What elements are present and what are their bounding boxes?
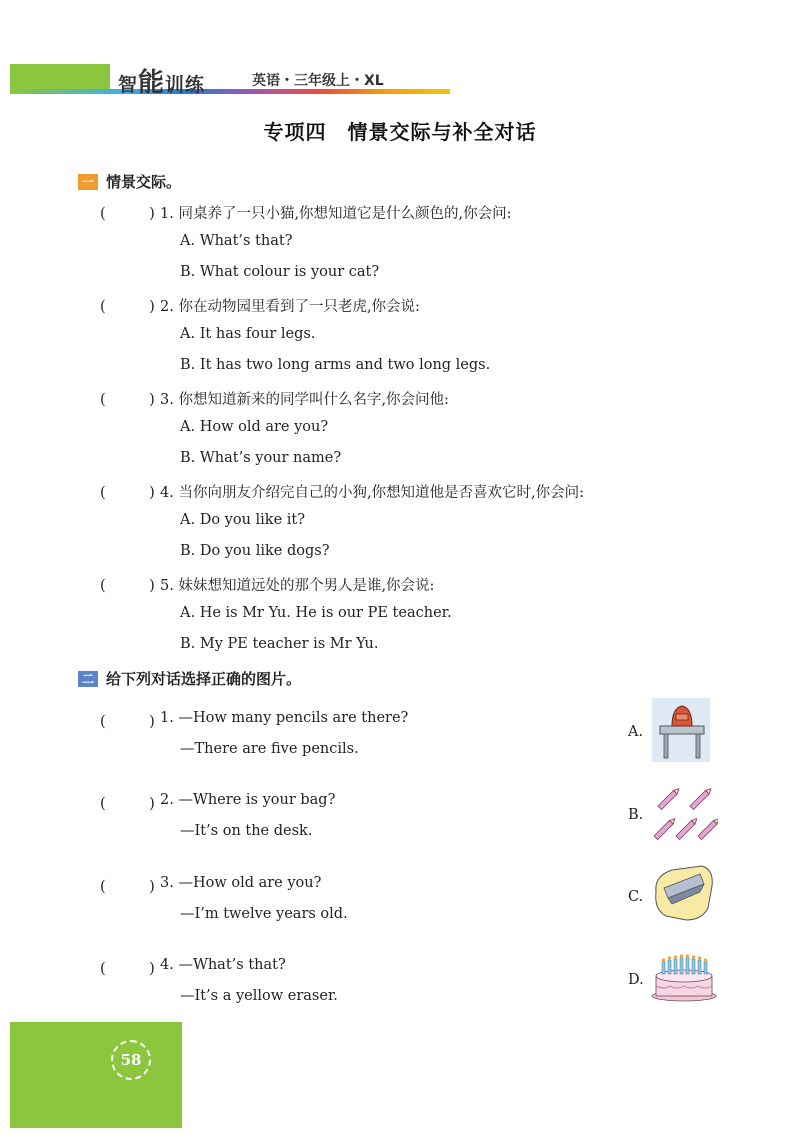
header-rainbow-line: [10, 89, 450, 94]
picture-a-label: A.: [628, 724, 644, 740]
picture-c-label: C.: [628, 889, 644, 905]
dialog-answer-blank-2[interactable]: ( ): [100, 796, 155, 812]
question-4-option-a: A. Do you like it?: [180, 512, 306, 528]
subject-label: 英语・三年级上・XL: [252, 73, 384, 89]
section2-heading: [78, 668, 301, 689]
question-1-option-b: B. What colour is your cat?: [180, 264, 380, 280]
section2-badge: 二: [78, 671, 98, 687]
dialog-2-line-1: 2. —Where is your bag?: [160, 792, 336, 808]
answer-blank-3[interactable]: ( ): [100, 392, 155, 408]
section1-heading-text: 情景交际。: [106, 173, 182, 191]
picture-d-label: D.: [628, 972, 644, 988]
section2-heading-text: 给下列对话选择正确的图片。: [106, 670, 302, 688]
question-4-option-b: B. Do you like dogs?: [180, 543, 330, 559]
answer-blank-4[interactable]: ( ): [100, 485, 155, 501]
answer-blank-1[interactable]: ( ): [100, 206, 155, 222]
question-1-option-a: A. What’s that?: [180, 233, 293, 249]
footer-green-block: [10, 1022, 182, 1128]
picture-b-label: B.: [628, 807, 644, 823]
question-1: 1. 同桌养了一只小猫,你想知道它是什么颜色的,你会问:: [160, 206, 512, 222]
brand-logo: 智能训练: [118, 68, 206, 98]
question-4: 4. 当你向朋友介绍完自己的小狗,你想知道他是否喜欢它时,你会问:: [160, 485, 585, 501]
question-2: 2. 你在动物园里看到了一只老虎,你会说:: [160, 299, 420, 315]
dialog-answer-blank-4[interactable]: ( ): [100, 961, 155, 977]
question-5-option-b: B. My PE teacher is Mr Yu.: [180, 636, 379, 652]
question-2-option-a: A. It has four legs.: [180, 326, 316, 342]
question-5: 5. 妹妹想知道远处的那个男人是谁,你会说:: [160, 578, 435, 594]
desk-with-bag-icon: [652, 698, 710, 762]
question-3: 3. 你想知道新来的同学叫什么名字,你会问他:: [160, 392, 449, 408]
dialog-4-line-2: —It’s a yellow eraser.: [180, 988, 338, 1004]
dialog-1-line-1: 1. —How many pencils are there?: [160, 710, 409, 726]
dialog-answer-blank-1[interactable]: ( ): [100, 714, 155, 730]
birthday-cake-icon: [650, 950, 718, 1002]
section1-badge: 一: [78, 174, 98, 190]
page-number: 58: [111, 1040, 151, 1080]
question-5-option-a: A. He is Mr Yu. He is our PE teacher.: [180, 605, 452, 621]
question-2-option-b: B. It has two long arms and two long legs.: [180, 357, 491, 373]
question-3-option-a: A. How old are you?: [180, 419, 329, 435]
dialog-3-line-2: —I’m twelve years old.: [180, 906, 348, 922]
eraser-icon: [650, 862, 718, 924]
pencils-icon: [650, 784, 718, 842]
answer-blank-5[interactable]: ( ): [100, 578, 155, 594]
page-title: 专项四 情景交际与补全对话: [263, 120, 537, 144]
dialog-1-line-2: —There are five pencils.: [180, 741, 359, 757]
header-green-bar: [10, 64, 110, 90]
answer-blank-2[interactable]: ( ): [100, 299, 155, 315]
dialog-4-line-1: 4. —What’s that?: [160, 957, 286, 973]
section1-heading: [78, 171, 181, 192]
dialog-2-line-2: —It’s on the desk.: [180, 823, 313, 839]
dialog-3-line-1: 3. —How old are you?: [160, 875, 322, 891]
question-3-option-b: B. What’s your name?: [180, 450, 342, 466]
dialog-answer-blank-3[interactable]: ( ): [100, 879, 155, 895]
